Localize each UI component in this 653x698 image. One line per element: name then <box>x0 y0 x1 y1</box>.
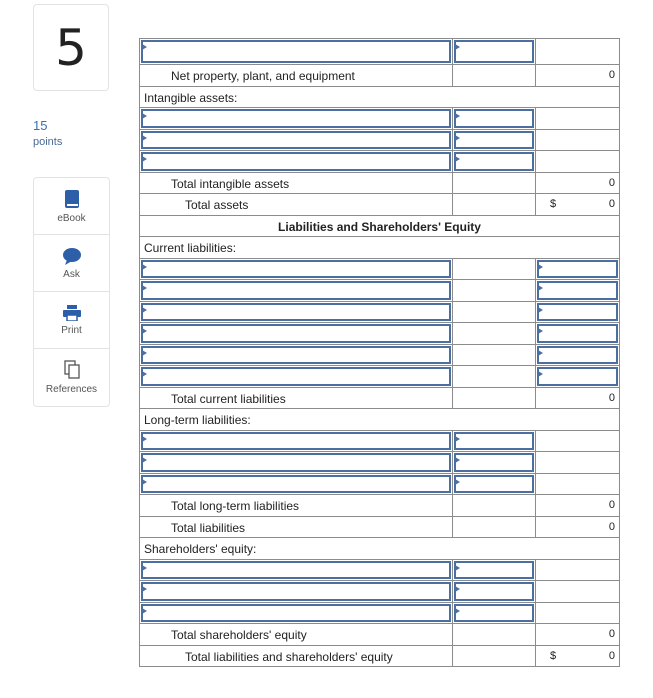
amount-input[interactable] <box>454 453 534 472</box>
net-ppe-label: Net property, plant, and equipment <box>171 69 355 83</box>
table-row <box>139 603 620 625</box>
ebook-button[interactable] <box>34 178 109 235</box>
table-row <box>139 581 620 603</box>
total-liab-equity-label: Total liabilities and shareholders' equity <box>185 649 393 664</box>
table-row <box>139 452 620 474</box>
total-liab-equity-currency: $ <box>550 649 557 662</box>
table-row <box>139 130 620 152</box>
print-label: Print <box>61 324 82 336</box>
current-liabilities-heading: Current liabilities: <box>144 241 237 255</box>
amount-input[interactable] <box>537 346 618 365</box>
table-row <box>139 108 620 130</box>
table-row <box>139 280 620 302</box>
account-input[interactable] <box>141 561 451 580</box>
total-current-label: Total current liabilities <box>171 391 286 406</box>
question-number: 5 <box>33 4 109 91</box>
account-input[interactable] <box>141 281 451 300</box>
table-row <box>139 237 620 259</box>
table-row <box>139 431 620 453</box>
amount-input[interactable] <box>537 303 618 322</box>
total-long-term-value: 0 <box>608 499 615 511</box>
total-assets-currency: $ <box>550 198 557 210</box>
copy-pages-icon <box>64 360 80 380</box>
ask-label: Ask <box>63 268 80 280</box>
account-input[interactable] <box>141 260 451 279</box>
table-row <box>139 624 620 646</box>
printer-icon <box>63 305 81 321</box>
long-term-liabilities-heading: Long-term liabilities: <box>144 413 251 427</box>
table-row <box>139 302 620 324</box>
amount-input[interactable] <box>454 432 534 451</box>
amount-input[interactable] <box>454 109 534 128</box>
account-input[interactable] <box>141 152 451 171</box>
amount-input[interactable] <box>454 40 534 63</box>
total-equity-label: Total shareholders' equity <box>171 628 307 642</box>
total-current-value: 0 <box>608 391 615 404</box>
table-row <box>139 345 620 367</box>
total-assets-value: 0 <box>608 198 615 210</box>
account-input[interactable] <box>141 324 451 343</box>
print-button[interactable] <box>34 292 109 349</box>
account-input[interactable] <box>141 432 451 451</box>
total-intangible-label: Total intangible assets <box>171 176 290 191</box>
table-row <box>139 194 620 216</box>
table-row <box>139 646 620 668</box>
references-label: References <box>45 384 98 395</box>
balance-sheet-table <box>139 38 620 667</box>
total-liabilities-value: 0 <box>608 520 615 533</box>
liabilities-equity-heading: Liabilities and Shareholders' Equity <box>278 219 481 234</box>
table-row <box>139 366 620 388</box>
amount-input[interactable] <box>454 582 534 601</box>
account-input[interactable] <box>141 109 451 128</box>
amount-input[interactable] <box>454 604 534 623</box>
net-ppe-value: 0 <box>608 69 615 81</box>
table-row <box>139 323 620 345</box>
references-button[interactable] <box>34 349 109 406</box>
table-row <box>139 560 620 582</box>
points-block <box>33 118 62 148</box>
chat-bubble-icon <box>62 247 82 265</box>
account-input[interactable] <box>141 582 451 601</box>
account-input[interactable] <box>141 475 451 494</box>
account-input[interactable] <box>141 453 451 472</box>
table-row <box>139 38 620 65</box>
account-input[interactable] <box>141 346 451 365</box>
account-input[interactable] <box>141 303 451 322</box>
amount-input[interactable] <box>537 281 618 300</box>
ebook-label: eBook <box>57 212 86 224</box>
table-row <box>139 216 620 238</box>
account-input[interactable] <box>141 40 451 63</box>
account-input[interactable] <box>141 604 451 623</box>
account-input[interactable] <box>141 367 451 386</box>
points-label: points <box>33 136 63 148</box>
table-row <box>139 495 620 517</box>
table-row <box>139 151 620 173</box>
total-intangible-value: 0 <box>608 176 615 189</box>
intangible-assets-heading: Intangible assets: <box>144 90 238 105</box>
table-row <box>139 538 620 560</box>
points-value: 15 <box>33 118 48 133</box>
table-row <box>139 388 620 410</box>
account-input[interactable] <box>141 131 451 150</box>
book-icon <box>64 189 80 209</box>
total-equity-value: 0 <box>608 628 615 640</box>
amount-input[interactable] <box>454 131 534 150</box>
amount-input[interactable] <box>454 152 534 171</box>
table-row <box>139 65 620 87</box>
amount-input[interactable] <box>454 561 534 580</box>
tool-panel <box>33 177 110 407</box>
table-row <box>139 173 620 195</box>
total-liab-equity-value: 0 <box>608 649 615 662</box>
shareholders-equity-heading: Shareholders' equity: <box>144 542 257 556</box>
table-row <box>139 87 620 109</box>
table-row <box>139 517 620 539</box>
amount-input[interactable] <box>537 324 618 343</box>
table-row <box>139 474 620 496</box>
table-row <box>139 259 620 281</box>
ask-button[interactable] <box>34 235 109 292</box>
amount-input[interactable] <box>537 367 618 386</box>
total-assets-label: Total assets <box>185 198 249 212</box>
total-liabilities-label: Total liabilities <box>171 520 246 535</box>
total-long-term-label: Total long-term liabilities <box>171 499 300 513</box>
table-row <box>139 409 620 431</box>
amount-input[interactable] <box>454 475 534 494</box>
amount-input[interactable] <box>537 260 618 279</box>
